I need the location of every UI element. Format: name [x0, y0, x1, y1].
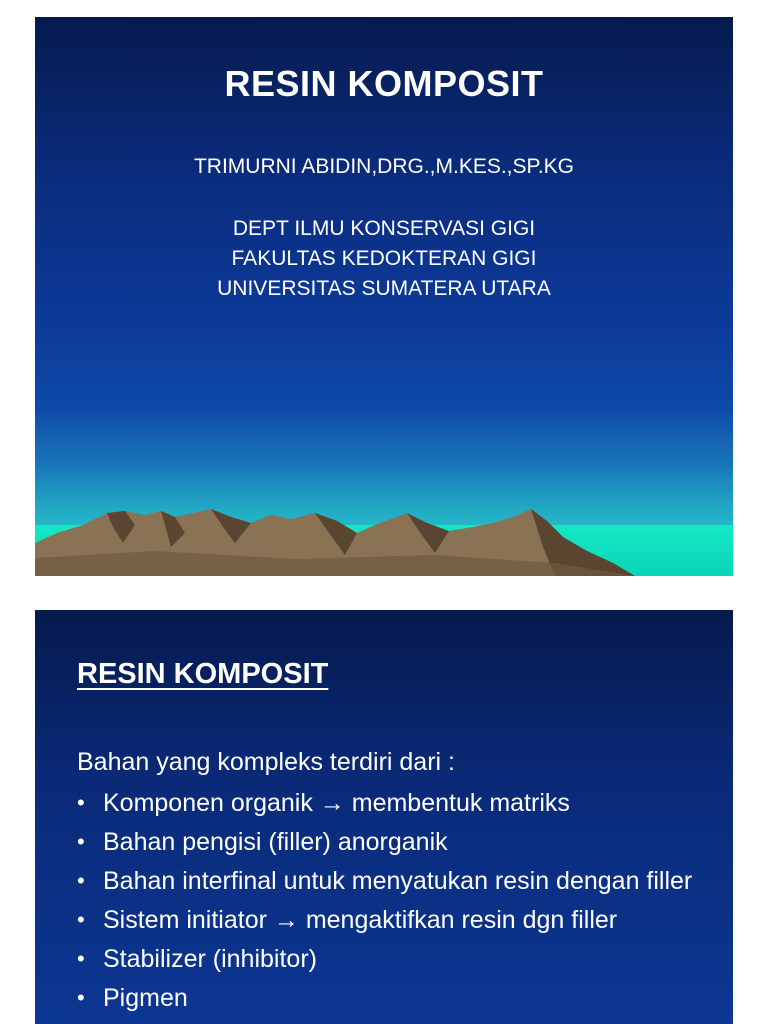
title-slide — [35, 17, 733, 576]
mountain-range-illustration — [35, 503, 733, 576]
faculty-line: FAKULTAS KEDOKTERAN GIGI — [231, 247, 537, 270]
bullet-icon: • — [77, 985, 85, 1010]
university-line: UNIVERSITAS SUMATERA UTARA — [217, 277, 551, 300]
list-item — [77, 865, 717, 897]
list-item — [77, 904, 717, 936]
bullet-icon: • — [77, 946, 85, 971]
department-line: DEPT ILMU KONSERVASI GIGI — [232, 217, 536, 240]
intro-text: Bahan yang kompleks terdiri dari : — [77, 748, 455, 776]
slide-title: RESIN KOMPOSIT — [77, 658, 329, 690]
list-item-text: Stabilizer (inhibitor) — [103, 945, 317, 973]
bullet-icon: • — [77, 868, 85, 893]
bullet-icon: • — [77, 790, 85, 815]
list-item — [77, 982, 717, 1014]
slide-title: RESIN KOMPOSIT — [224, 63, 544, 104]
list-item — [77, 826, 717, 858]
bullet-icon: • — [77, 829, 85, 854]
author-line: TRIMURNI ABIDIN,DRG.,M.KES.,SP.KG — [193, 155, 574, 178]
list-item-text: Pigmen — [103, 984, 188, 1012]
list-item-text: Sistem initiator → mengaktifkan resin dgn filler — [103, 906, 618, 934]
list-item-text: Bahan interfinal untuk menyatukan resin dengan filler — [103, 867, 693, 895]
bullet-list — [77, 787, 717, 1021]
list-item-text: Komponen organik → membentuk matriks — [103, 789, 570, 817]
list-item — [77, 787, 717, 819]
content-slide — [35, 610, 733, 1024]
list-item-text: Bahan pengisi (filler) anorganik — [103, 828, 448, 856]
bullet-icon: • — [77, 907, 85, 932]
list-item — [77, 943, 717, 975]
department-block — [35, 214, 733, 304]
